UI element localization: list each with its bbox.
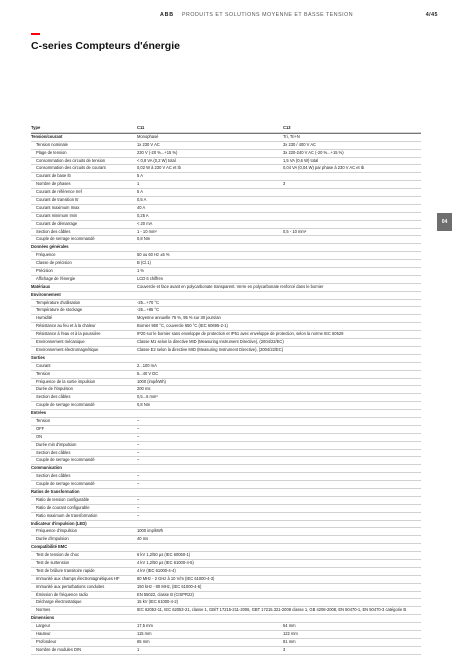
row-label: Durée min d'impulsion bbox=[36, 441, 77, 447]
table-header-row bbox=[31, 125, 421, 133]
row-label: Ratio de tension configurable bbox=[36, 496, 90, 502]
table-row bbox=[31, 568, 421, 576]
row-label: Compatibilité EMC bbox=[31, 544, 68, 550]
row-label: Précision bbox=[36, 268, 53, 274]
c13-value: Tri, Tri+N bbox=[283, 133, 300, 139]
c11-value: 17,5 mm bbox=[137, 623, 153, 629]
c11-value: 6 kV 1,2/50 µs (IEC 60060-1) bbox=[137, 552, 191, 558]
table-row bbox=[31, 528, 421, 536]
row-label: Section des câbles bbox=[36, 449, 71, 455]
table-row bbox=[31, 607, 421, 615]
c11-value: Moyenne annuelle 75 %, 95 % sur 30 jours/an bbox=[137, 315, 221, 321]
spec-table bbox=[31, 125, 421, 655]
row-label: Indicateur d'impulsion (LED) bbox=[31, 520, 87, 526]
row-label: Normes bbox=[36, 607, 51, 613]
row-label: Courant de démarrage bbox=[36, 220, 78, 226]
c11-value: LCD 6 chiffres bbox=[137, 275, 163, 281]
c11-value: IEC 62052-11, IEC 62053-21, classe 1, GB/T 17215-211-2006, GBT 17215.321-2008 classe 1, GB 4208-2008, EN 50470-1, EN 50470-3 catégorie B bbox=[137, 607, 407, 613]
row-label: Courant de référence Iref bbox=[36, 189, 82, 195]
row-label: Matériaux bbox=[31, 283, 51, 289]
table-section-row bbox=[31, 465, 421, 473]
table-row bbox=[31, 252, 421, 260]
table-row bbox=[31, 442, 421, 450]
c11-value: IP20 sur le bornier sans enveloppe de protection et IP51 avec enveloppe de protection, selon la norme IEC 60529 bbox=[137, 331, 344, 337]
table-row bbox=[31, 450, 421, 458]
brand-logo-text: ABB bbox=[160, 12, 174, 18]
c11-value: – bbox=[137, 496, 140, 502]
c11-value: 200 ms bbox=[137, 386, 151, 392]
row-label: Courant de transition Itr bbox=[36, 197, 79, 203]
c13-value: 3 bbox=[283, 181, 286, 187]
c11-value: 65 mm bbox=[137, 638, 150, 644]
c11-value: 5 A bbox=[137, 189, 143, 195]
c11-value: 1 bbox=[137, 181, 140, 187]
c13-value: 0,5 - 10 mm² bbox=[283, 228, 307, 234]
c11-value: 0,5...6 mm² bbox=[137, 394, 158, 400]
row-label: Immunité aux perturbations conduites bbox=[36, 583, 105, 589]
c11-value: 40 ms bbox=[137, 536, 149, 542]
table-row bbox=[31, 497, 421, 505]
table-row bbox=[31, 165, 421, 173]
c11-value: 40 A bbox=[137, 204, 146, 210]
c11-value: 1x 230 V AC bbox=[137, 141, 160, 147]
row-label: Communication bbox=[31, 465, 62, 471]
row-label: Consommation des circuits de tension bbox=[36, 157, 106, 163]
c13-value: 1,5 VA (0,6 W) total bbox=[283, 157, 319, 163]
c11-value: Monophasé bbox=[137, 133, 159, 139]
table-section-row bbox=[31, 355, 421, 363]
c11-value: -25...+85 °C bbox=[137, 307, 160, 313]
row-label: Données générales bbox=[31, 244, 69, 250]
c11-value: – bbox=[137, 481, 140, 487]
row-label: Dimensions bbox=[31, 615, 55, 621]
table-section-row bbox=[31, 489, 421, 497]
row-label: Tension bbox=[36, 417, 51, 423]
row-label: Sorties bbox=[31, 354, 45, 360]
c11-value: – bbox=[137, 457, 140, 463]
row-label: Humidité bbox=[36, 315, 53, 321]
table-row bbox=[31, 418, 421, 426]
c11-value: Classe E2 selon la directive MID (Measuring Instrument Directive), (2004/22/EC) bbox=[137, 346, 284, 352]
c11-value: 150 kHz - 80 MHz, (IEC 61000-4-6) bbox=[137, 583, 202, 589]
table-section-row bbox=[31, 544, 421, 552]
table-row bbox=[31, 386, 421, 394]
table-row bbox=[31, 276, 421, 284]
c11-value: 4 kV (IEC 61000-4-4) bbox=[137, 567, 176, 573]
c11-value: < 0,8 VA (0,2 W) total bbox=[137, 157, 176, 163]
table-row bbox=[31, 142, 421, 150]
table-row bbox=[31, 339, 421, 347]
row-label: Section des câbles bbox=[36, 394, 71, 400]
row-label: Couple de serrage recommandé bbox=[36, 402, 95, 408]
row-label: Durée de l'impulsion bbox=[36, 386, 73, 392]
table-section-row bbox=[31, 615, 421, 623]
table-row bbox=[31, 592, 421, 600]
table-row bbox=[31, 426, 421, 434]
row-label: Test de surtension bbox=[36, 559, 70, 565]
c11-value: 50 ou 60 Hz ±5 % bbox=[137, 252, 170, 258]
table-row bbox=[31, 394, 421, 402]
c11-value: 1 % bbox=[137, 268, 145, 274]
row-label: ON bbox=[36, 433, 43, 439]
row-label: Environnement mécanique bbox=[36, 339, 85, 345]
table-row bbox=[31, 181, 421, 189]
table-row bbox=[31, 481, 421, 489]
table-row bbox=[31, 379, 421, 387]
table-row bbox=[31, 647, 421, 655]
table-row bbox=[31, 584, 421, 592]
column-header-c11: C11 bbox=[137, 125, 145, 130]
table-row bbox=[31, 331, 421, 339]
table-row bbox=[31, 473, 421, 481]
row-label: Décharge électrostatique bbox=[36, 599, 82, 605]
row-label: Consommation des circuits de courant bbox=[36, 165, 106, 171]
table-row bbox=[31, 189, 421, 197]
row-label: Couple de serrage recommandé bbox=[36, 481, 95, 487]
table-row bbox=[31, 402, 421, 410]
table-row bbox=[31, 236, 421, 244]
table-row bbox=[31, 560, 421, 568]
page-title: C-series Compteurs d'énergie bbox=[31, 40, 180, 52]
table-row bbox=[31, 197, 421, 205]
row-label: Section des câbles bbox=[36, 228, 71, 234]
row-label: Environnement bbox=[31, 291, 61, 297]
table-row bbox=[31, 347, 421, 355]
table-row bbox=[31, 205, 421, 213]
c11-value: < 20 mA bbox=[137, 220, 153, 226]
header-title: PRODUITS ET SOLUTIONS MOYENNE ET BASSE TENSION bbox=[182, 12, 354, 18]
row-label: Tension/courant bbox=[31, 133, 63, 139]
table-section-row bbox=[31, 244, 421, 252]
c11-value: B (Cl.1) bbox=[137, 260, 151, 266]
table-row bbox=[31, 315, 421, 323]
table-row bbox=[31, 221, 421, 229]
table-row bbox=[31, 505, 421, 513]
table-row bbox=[31, 434, 421, 442]
c11-value: 1 - 10 mm² bbox=[137, 228, 157, 234]
row-label: Affichage de l'énergie bbox=[36, 275, 76, 281]
row-label: Fréquence de la sortie impulsion bbox=[36, 378, 96, 384]
row-label: Résistance au feu et à la chaleur bbox=[36, 323, 96, 329]
c11-value: 4 kV 1,2/50 µs (IEC 61000-4-5) bbox=[137, 559, 194, 565]
c11-value: – bbox=[137, 417, 140, 423]
c11-value: – bbox=[137, 433, 140, 439]
row-label: Test de tension de choc bbox=[36, 552, 80, 558]
c11-value: 5...40 V DC bbox=[137, 370, 159, 376]
c13-value: 0,04 VA (0,04 W) par phase à 230 V AC et Ib bbox=[283, 165, 365, 171]
table-row bbox=[31, 260, 421, 268]
table-row bbox=[31, 513, 421, 521]
c11-value: 115 mm bbox=[137, 631, 152, 636]
table-row bbox=[31, 631, 421, 639]
c13-value: 54 mm bbox=[283, 623, 296, 629]
row-label: Nombre de phases bbox=[36, 181, 71, 187]
table-section-row bbox=[31, 133, 421, 142]
row-label: Courant minimum Imin bbox=[36, 212, 78, 218]
c11-value: – bbox=[137, 473, 140, 479]
c11-value: EN 55022, classe B (CISPR22) bbox=[137, 591, 194, 597]
table-row bbox=[31, 599, 421, 607]
row-label: Immunité aux champs électromagnétiques HF bbox=[36, 575, 120, 581]
row-label: Fréquence bbox=[36, 252, 56, 258]
table-row bbox=[31, 268, 421, 276]
c11-value: 2...100 mA bbox=[137, 362, 157, 368]
table-row bbox=[31, 173, 421, 181]
row-label: Tension nominale bbox=[36, 141, 68, 147]
c11-value: 0,8 Nm bbox=[137, 402, 151, 408]
c11-value: 1 bbox=[137, 646, 140, 652]
table-row bbox=[31, 371, 421, 379]
c11-value: 230 V (-20 %...+15 %) bbox=[137, 149, 178, 155]
table-section-row bbox=[31, 521, 421, 529]
page-number: 4/45 bbox=[425, 12, 438, 18]
c13-value: 3 bbox=[283, 646, 286, 652]
c11-value: – bbox=[137, 425, 140, 431]
table-section-row bbox=[31, 284, 421, 292]
c13-value: 122 mm bbox=[283, 631, 298, 636]
row-label: Nombre de modules DIN bbox=[36, 646, 82, 652]
row-label: Plage de tension bbox=[36, 149, 67, 155]
table-row bbox=[31, 158, 421, 166]
table-row bbox=[31, 576, 421, 584]
table-section-row bbox=[31, 292, 421, 300]
row-label: Test de brûlure transitoire rapide bbox=[36, 567, 95, 573]
c11-value: – bbox=[137, 504, 140, 510]
row-label: Courant de base Ib bbox=[36, 173, 71, 179]
row-label: Courant maximum Imax bbox=[36, 204, 80, 210]
row-label: Hauteur bbox=[36, 631, 51, 636]
table-row bbox=[31, 323, 421, 331]
c11-value: 0,8 Nm bbox=[137, 236, 151, 242]
row-label: Ratios de transformation bbox=[31, 488, 80, 494]
row-label: Ratio de courant configurable bbox=[36, 504, 90, 510]
row-label: Entrées bbox=[31, 410, 47, 416]
row-label: Environnement électromagnétique bbox=[36, 346, 99, 352]
row-label: Couple de serrage recommandé bbox=[36, 236, 95, 242]
row-label: Section des câbles bbox=[36, 473, 71, 479]
row-label: Durée d'impulsion bbox=[36, 536, 69, 542]
c11-value: Couvercle et face avant en polycarbonate transparent. Verre en polycarbonate renforcé dans le bornier bbox=[137, 283, 324, 289]
column-header-type: Type bbox=[31, 125, 41, 130]
c11-value: Classe M1 selon la directive MID (Measuring Instrument Directive), (2004/22/EC) bbox=[137, 339, 284, 345]
page-header bbox=[0, 9, 452, 21]
table-section-row bbox=[31, 410, 421, 418]
row-label: Profondeur bbox=[36, 638, 57, 644]
c11-value: 15 kV (IEC 61000-4-2) bbox=[137, 599, 178, 605]
table-row bbox=[31, 536, 421, 544]
c11-value: -25...+70 °C bbox=[137, 299, 160, 305]
c11-value: 80 MHz - 2 GHz à 10 V/m (IEC 61000-4-3) bbox=[137, 575, 215, 581]
c11-value: 0,02 W à 230 V AC et Ib bbox=[137, 165, 181, 171]
c11-value: 0,25 A bbox=[137, 212, 149, 218]
table-row bbox=[31, 213, 421, 221]
c11-value: – bbox=[137, 512, 140, 518]
row-label: OFF bbox=[36, 425, 45, 431]
c13-value: 81 mm bbox=[283, 638, 296, 644]
table-row bbox=[31, 229, 421, 237]
c11-value: 1000 (imp/kWh) bbox=[137, 378, 166, 384]
chapter-tab[interactable]: 04 bbox=[437, 213, 452, 231]
table-row bbox=[31, 639, 421, 647]
table-row bbox=[31, 552, 421, 560]
c11-value: – bbox=[137, 449, 140, 455]
table-row bbox=[31, 150, 421, 158]
table-row bbox=[31, 623, 421, 631]
row-label: Classe de précision bbox=[36, 260, 72, 266]
c13-value: 3x 230 / 400 V AC bbox=[283, 141, 316, 147]
c13-value: 3x 220-240 V AC (-20 %...+15 %) bbox=[283, 149, 344, 155]
c11-value: 1000 imp/kWh bbox=[137, 528, 164, 534]
row-label: Température de stockage bbox=[36, 307, 83, 313]
c11-value: 0,5 A bbox=[137, 197, 147, 203]
c11-value: 5 A bbox=[137, 173, 143, 179]
column-header-c13: C13 bbox=[283, 125, 291, 130]
table-row bbox=[31, 307, 421, 315]
table-row bbox=[31, 457, 421, 465]
table-row bbox=[31, 300, 421, 308]
row-label: Courant bbox=[36, 362, 51, 368]
row-label: Couple de serrage recommandé bbox=[36, 457, 95, 463]
row-label: Émission de fréquence radio bbox=[36, 591, 88, 597]
red-accent-bar bbox=[31, 33, 40, 35]
row-label: Tension bbox=[36, 370, 51, 376]
c11-value: Bornier 960 °C, couvercle 650 °C (IEC 60695-2-1) bbox=[137, 323, 228, 329]
row-label: Fréquence d'impulsion bbox=[36, 528, 78, 534]
c11-value: – bbox=[137, 441, 140, 447]
table-row bbox=[31, 363, 421, 371]
row-label: Température d'utilisation bbox=[36, 299, 81, 305]
row-label: Résistance à l'eau et à la poussière bbox=[36, 331, 101, 337]
row-label: Ratio maximum de transformation bbox=[36, 512, 98, 518]
row-label: Largeur bbox=[36, 623, 51, 629]
